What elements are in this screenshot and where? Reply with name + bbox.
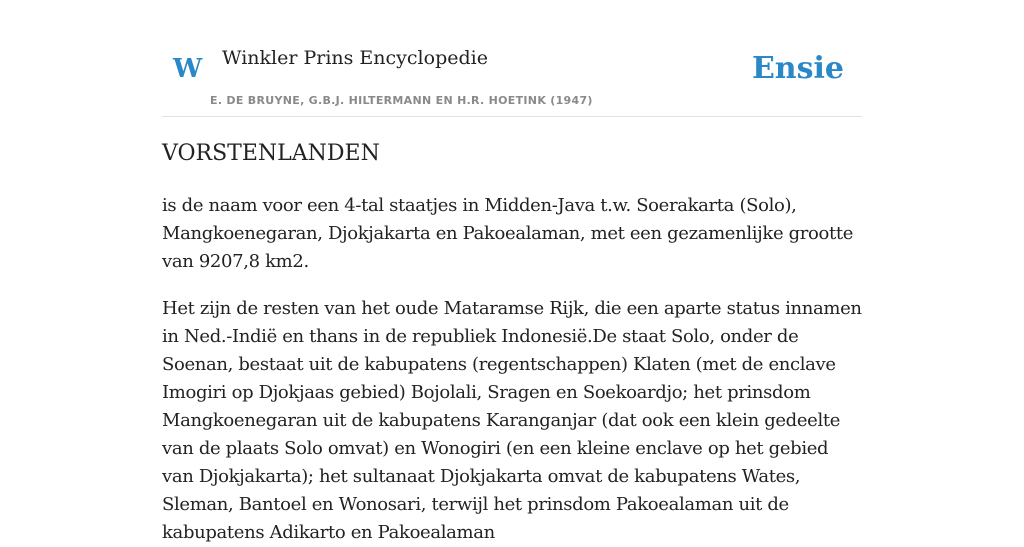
article-title: VORSTENLANDEN — [162, 141, 380, 166]
source-title[interactable]: Winkler Prins Encyclopedie — [222, 47, 488, 69]
article — [162, 138, 862, 547]
article-paragraph-2: Het zijn de resten van het oude Mataramse Rijk, die een aparte status innamen in Ned.-Indië en thans in de republiek Indonesië.De staat Solo, onder de Soenan, bestaat uit de kabupatens (regentschappen) Klaten (met de enclave Imogiri op Djokjaas gebied) Bojolali, Sragen en Soekoardjo; het prinsdom Mangkoenegaran uit de kabupatens Karanganjar (dat ook een klein gedeelte van de plaats Solo omvat) en Wonogiri (en een kleine enclave op het gebied van Djokjakarta); het sultanaat Djokjakarta omvat de kabupatens Wates, Sleman, Bantoel en Wonosari, terwijl het prinsdom Pakoealaman uit de kabupatens Adikarto en Pakoealaman — [162, 298, 862, 543]
source-header — [162, 0, 862, 117]
source-logo[interactable]: W — [173, 54, 203, 84]
article-paragraph-1: is de naam voor een 4-tal staatjes in Midden-Java t.w. Soerakarta (Solo), Mangkoenegaran, Djokjakarta en Pakoealaman, met een gezamenlijke grootte van 9207,8 km2. — [162, 195, 854, 272]
source-authors: E. DE BRUYNE, G.B.J. HILTERMANN EN H.R. HOETINK (1947) — [210, 94, 593, 107]
ensie-logo[interactable]: Ensie — [751, 51, 844, 86]
